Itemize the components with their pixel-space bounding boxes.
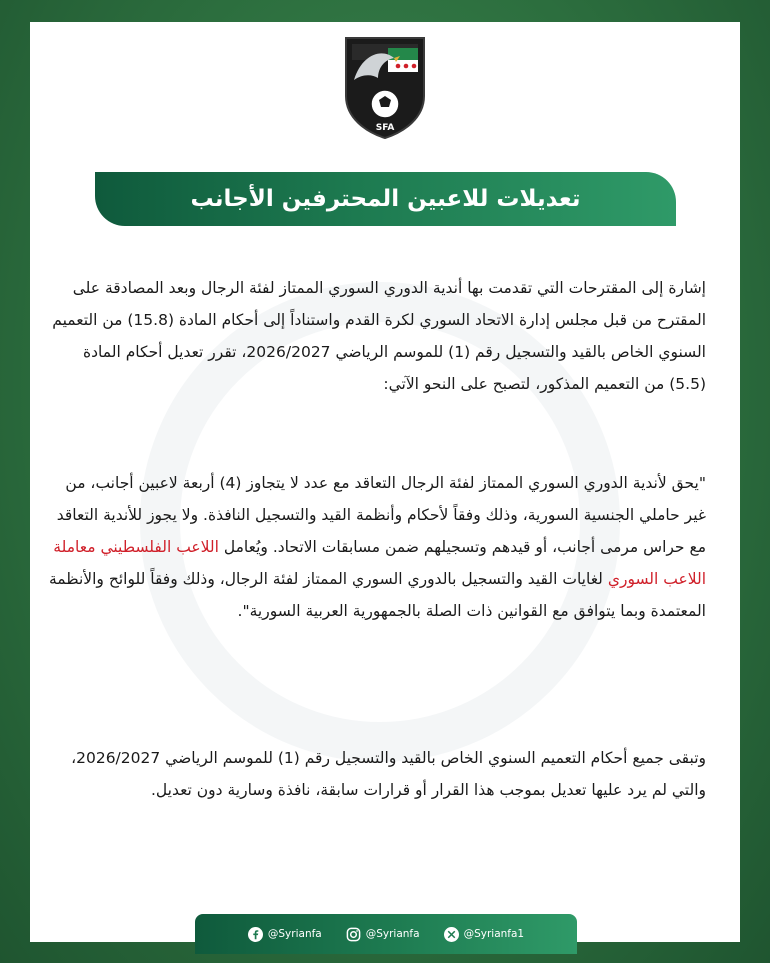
page-title: تعديلات للاعبين المحترفين الأجانب bbox=[190, 186, 581, 212]
paragraph-decision-text-start: "يحق لأندية الدوري السوري الممتاز لفئة الرجال التعاقد مع عدد لا يتجاوز (4) أربعة لاعبين أجانب، من غير حاملي الجنسية السورية، وذلك وفقاً لأحكام وأنظمة القيد والتسجيل النافذة. ولا يجوز للأندية التعاقد مع حراس مرمى أجانب، أو قيدهم وتسجيلهم ضمن مسابقات الاتحاد. ويُعامل bbox=[56, 474, 706, 556]
logo-text: SFA bbox=[375, 123, 395, 133]
paragraph-intro: إشارة إلى المقترحات التي تقدمت بها أندية الدوري السوري الممتاز لفئة الرجال وبعد المصادقة على المقترح من قبل مجلس إدارة الاتحاد السوري لكرة القدم واستناداً إلى أحكام المادة (15.8) من التعميم السنوي الخاص بالقيد والتسجيل رقم (1) للموسم الرياضي 2026/2027، تقرر تعديل أحكام المادة (5.5) من التعميم المذكور، لتصبح على النحو الآتي: bbox=[52, 279, 706, 393]
facebook-link[interactable] bbox=[248, 927, 322, 942]
x-link[interactable] bbox=[444, 927, 525, 942]
announcement-card bbox=[30, 22, 740, 942]
instagram-link[interactable] bbox=[346, 927, 420, 942]
paragraph-decision bbox=[48, 467, 706, 627]
facebook-icon bbox=[248, 927, 263, 942]
title-banner bbox=[95, 172, 676, 226]
highlighted-phrase: اللاعب الفلسطيني معاملة اللاعب السوري bbox=[53, 538, 706, 588]
facebook-handle: @Syrianfa bbox=[267, 928, 322, 940]
x-handle: @Syrianfa1 bbox=[463, 928, 525, 940]
paragraph-decision-text-end: لغايات القيد والتسجيل بالدوري السوري الممتاز لفئة الرجال، وذلك وفقاً للوائح والأنظمة المعتمدة وبما يتوافق مع القوانين ذات الصلة بالجمهورية العربية السورية". bbox=[48, 570, 706, 620]
x-icon bbox=[444, 927, 459, 942]
sfa-logo bbox=[338, 34, 432, 140]
instagram-handle: @Syrianfa bbox=[365, 928, 420, 940]
paragraph-closing: وتبقى جميع أحكام التعميم السنوي الخاص بالقيد والتسجيل رقم (1) للموسم الرياضي 2026/2027، والتي لم يرد عليها تعديل بموجب هذا القرار أو قرارات سابقة، نافذة وسارية دون تعديل. bbox=[71, 749, 706, 799]
social-footer bbox=[195, 914, 577, 954]
instagram-icon bbox=[346, 927, 361, 942]
